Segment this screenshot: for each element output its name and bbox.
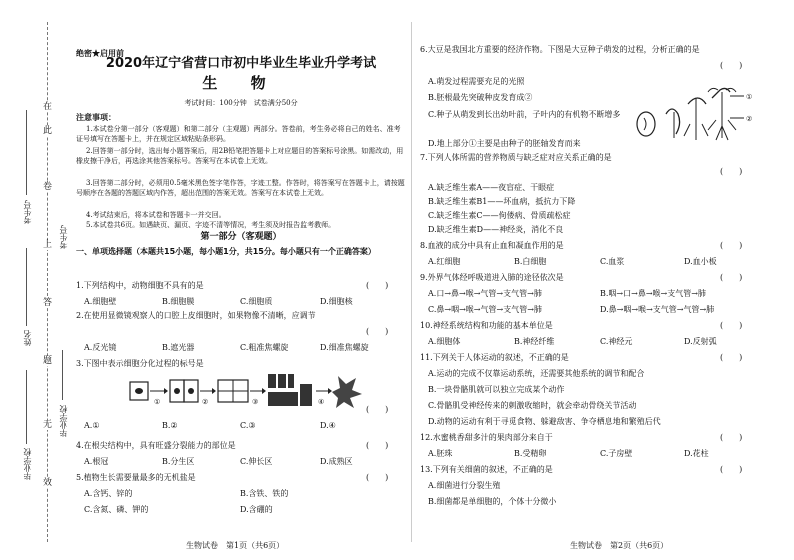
seal-char: 效 (43, 478, 53, 488)
option: B.神经纤维 (514, 337, 555, 346)
question-stem: 10.神经系统结构和功能的基本单位是 (420, 321, 553, 330)
option: A.根冠 (84, 457, 109, 466)
answer-bracket: ( ) (720, 321, 743, 330)
option: C.含氮、磷、钾的 (84, 505, 149, 514)
option: A.① (84, 421, 100, 430)
option: A.红细胞 (428, 257, 461, 266)
option: B.胚根最先突破种皮发育成② (428, 93, 533, 102)
question-stem: 13.下列有关细菌的叙述，不正确的是 (420, 465, 553, 474)
note-item: 1.本试卷分第一部分（客观题）和第二部分（主观题）两部分。答卷前，考生务必将自己的姓名、准考证号填写在答题卡上，并在规定区域粘贴条形码。 (76, 125, 401, 143)
question-stem: 7.下列人体所需的营养物质与缺乏症对应关系正确的是 (420, 153, 612, 162)
option: B.白细胞 (514, 257, 547, 266)
part-heading: 第一部分（客观题） (200, 232, 282, 242)
answer-bracket: ( ) (366, 441, 389, 450)
answer-bracket: ( ) (366, 327, 389, 336)
option: D.细胞核 (320, 297, 353, 306)
option: B.细菌都是单细胞的，个体十分微小 (428, 497, 557, 506)
option: C.血浆 (600, 257, 625, 266)
school-line (26, 370, 27, 444)
figure-label: ④ (318, 398, 325, 406)
question-stem: 1.下列结构中，动物细胞不具有的是 (76, 281, 204, 290)
question-stem: 8.血液的成分中具有止血和凝血作用的是 (420, 241, 564, 250)
option: C.子房壁 (600, 449, 633, 458)
question-stem: 12.水蜜桃香甜多汁的果肉部分来自于 (420, 433, 553, 442)
option: D.动物的运动有利于寻觅食物、躲避敌害、争夺栖息地和繁殖后代 (428, 417, 661, 426)
school-label: 毕业学校 (23, 448, 32, 480)
answer-bracket: ( ) (720, 167, 743, 176)
note-item: 5.本试卷共6页。如遇缺页、漏页、字迹不清等情况，考生须及时报告监考教师。 (86, 221, 336, 229)
option: B.一块骨骼肌就可以独立完成某个动作 (428, 385, 565, 394)
school-line (62, 350, 63, 400)
option: C.缺乏维生素C——佝偻病、骨质疏松症 (428, 211, 571, 220)
seal-char: 无 (43, 420, 53, 430)
seal-char: 题 (43, 356, 53, 366)
section-heading: 一、单项选择题（本题共15小题，每小题1分，共15分。每小题只有一个正确答案） (76, 247, 376, 256)
option: D.地上部分①主要是由种子的胚轴发育而来 (428, 139, 581, 148)
option: C.伸长区 (240, 457, 273, 466)
option: A.细胞壁 (84, 297, 117, 306)
answer-bracket: ( ) (366, 473, 389, 482)
option: D.鼻→咽→喉→支气管→气管→肺 (600, 305, 715, 314)
option: C.种子从萌发到长出幼叶前，子叶内的有机物不断增多 (428, 110, 621, 119)
answer-bracket: ( ) (720, 61, 743, 70)
answer-bracket: ( ) (720, 273, 743, 282)
exam-number-label: 考生号 (59, 225, 68, 249)
option: A.运动的完成不仅靠运动系统，还需要其他系统的调节和配合 (428, 369, 645, 378)
binding-gutter (0, 0, 72, 560)
figure-label: ② (202, 398, 209, 406)
name-label: 姓名 (23, 330, 32, 346)
seal-char: 上 (43, 240, 53, 250)
seal-char: 在 (43, 102, 53, 112)
page-footer: 生物试卷 第2页（共6页） (570, 541, 669, 550)
option: B.缺乏维生素B1——坏血病，抵抗力下降 (428, 197, 576, 206)
answer-bracket: ( ) (720, 241, 743, 250)
exam-number-label: 考生号 (23, 200, 32, 224)
confidential-mark: 绝密★启用前 (76, 48, 124, 58)
option: A.反光镜 (84, 343, 117, 352)
option: D.细准焦螺旋 (320, 343, 369, 352)
school-label: 毕业学校 (59, 405, 68, 437)
answer-bracket: ( ) (720, 433, 743, 442)
answer-bracket: ( ) (720, 465, 743, 474)
page-footer: 生物试卷 第1页（共6页） (186, 541, 285, 550)
seal-line (47, 22, 48, 542)
answer-bracket: ( ) (366, 405, 389, 414)
option: A.含钙、锌的 (84, 489, 133, 498)
option: B.受精卵 (514, 449, 547, 458)
exam-info: 考试时间：100分钟 试卷满分50分 (184, 99, 298, 107)
option: C.③ (240, 421, 256, 430)
option: C.鼻→咽→喉→气管→支气管→肺 (428, 305, 542, 314)
seal-char: 卷 (43, 182, 53, 192)
option: D.反射弧 (684, 337, 717, 346)
question-stem: 6.大豆是我国北方重要的经济作物。下图是大豆种子萌发的过程，分析正确的是 (420, 45, 700, 54)
option: B.细胞膜 (162, 297, 195, 306)
option: A.细菌进行分裂生殖 (428, 481, 501, 490)
seal-char: 答 (43, 298, 53, 308)
exam-title: 2020年辽宁省营口市初中毕业生毕业升学考试 (105, 56, 377, 71)
note-item: 2.回答第一部分时，选出每小题答案后，用2B铅笔把答题卡上对应题目的答案标号涂黑。如需改动，用橡皮擦干净后，再选涂其他答案标号。答案写在本试卷上无效。 (76, 147, 404, 165)
figure-label: ③ (252, 398, 259, 406)
option: D.④ (320, 421, 336, 430)
question-stem: 3.下图中表示细胞分化过程的标号是 (76, 359, 204, 368)
option: D.成熟区 (320, 457, 353, 466)
figure-label: ② (746, 115, 753, 123)
option: D.血小板 (684, 257, 717, 266)
option: A.胚珠 (428, 449, 453, 458)
answer-bracket: ( ) (366, 281, 389, 290)
notes-heading: 注意事项： (76, 112, 116, 122)
note-item: 3.回答第二部分时，必须用0.5毫米黑色签字笔作答，字迹工整。作答时，将答案写在答题卡上，请按题号顺序在各题的答题区域内作答，超出范围的答案无效。答案写在本试卷上无效。 (76, 179, 405, 197)
option: B.咽→口→鼻→喉→支气管→肺 (600, 289, 706, 298)
option: C.神经元 (600, 337, 633, 346)
option: B.分生区 (162, 457, 195, 466)
exam-number-line (26, 110, 27, 195)
question-stem: 11.下列关于人体运动的叙述，不正确的是 (420, 353, 569, 362)
cell-differentiation-figure (126, 370, 366, 412)
option: B.含铁、铁的 (240, 489, 289, 498)
option: D.含硼的 (240, 505, 273, 514)
answer-bracket: ( ) (720, 353, 743, 362)
option: A.缺乏维生素A——夜盲症、干眼症 (428, 183, 555, 192)
figure-label: ① (746, 93, 753, 101)
note-item: 4.考试结束后，将本试卷和答题卡一并交回。 (86, 211, 226, 219)
seal-char: 此 (43, 126, 53, 136)
question-stem: 9.外界气体经呼吸道进入肺的途径依次是 (420, 273, 564, 282)
right-page (420, 0, 762, 560)
option: C.骨骼肌受神经传来的刺激收缩时，就会牵动骨绕关节活动 (428, 401, 637, 410)
option: D.花柱 (684, 449, 709, 458)
figure-label: ① (154, 398, 161, 406)
question-stem: 2.在使用显微镜观察人的口腔上皮细胞时，如果物像不清晰，应调节 (76, 311, 316, 320)
option: A.细胞体 (428, 337, 461, 346)
page-divider (411, 22, 412, 542)
option: C.粗准焦螺旋 (240, 343, 289, 352)
option: C.细胞质 (240, 297, 273, 306)
option: D.缺乏维生素D——神经炎，消化不良 (428, 225, 564, 234)
name-line (26, 248, 27, 326)
option: B.② (162, 421, 178, 430)
option: B.遮光器 (162, 343, 195, 352)
option: A.口→鼻→喉→气管→支气管→肺 (428, 289, 542, 298)
option: A.萌发过程需要充足的光照 (428, 77, 525, 86)
question-stem: 4.在根尖结构中，具有旺盛分裂能力的部位是 (76, 441, 236, 450)
subject-title: 生 物 (202, 74, 280, 92)
seed-germination-figure (632, 84, 762, 144)
question-stem: 5.植物生长需要量最多的无机盐是 (76, 473, 196, 482)
left-page (76, 0, 406, 560)
